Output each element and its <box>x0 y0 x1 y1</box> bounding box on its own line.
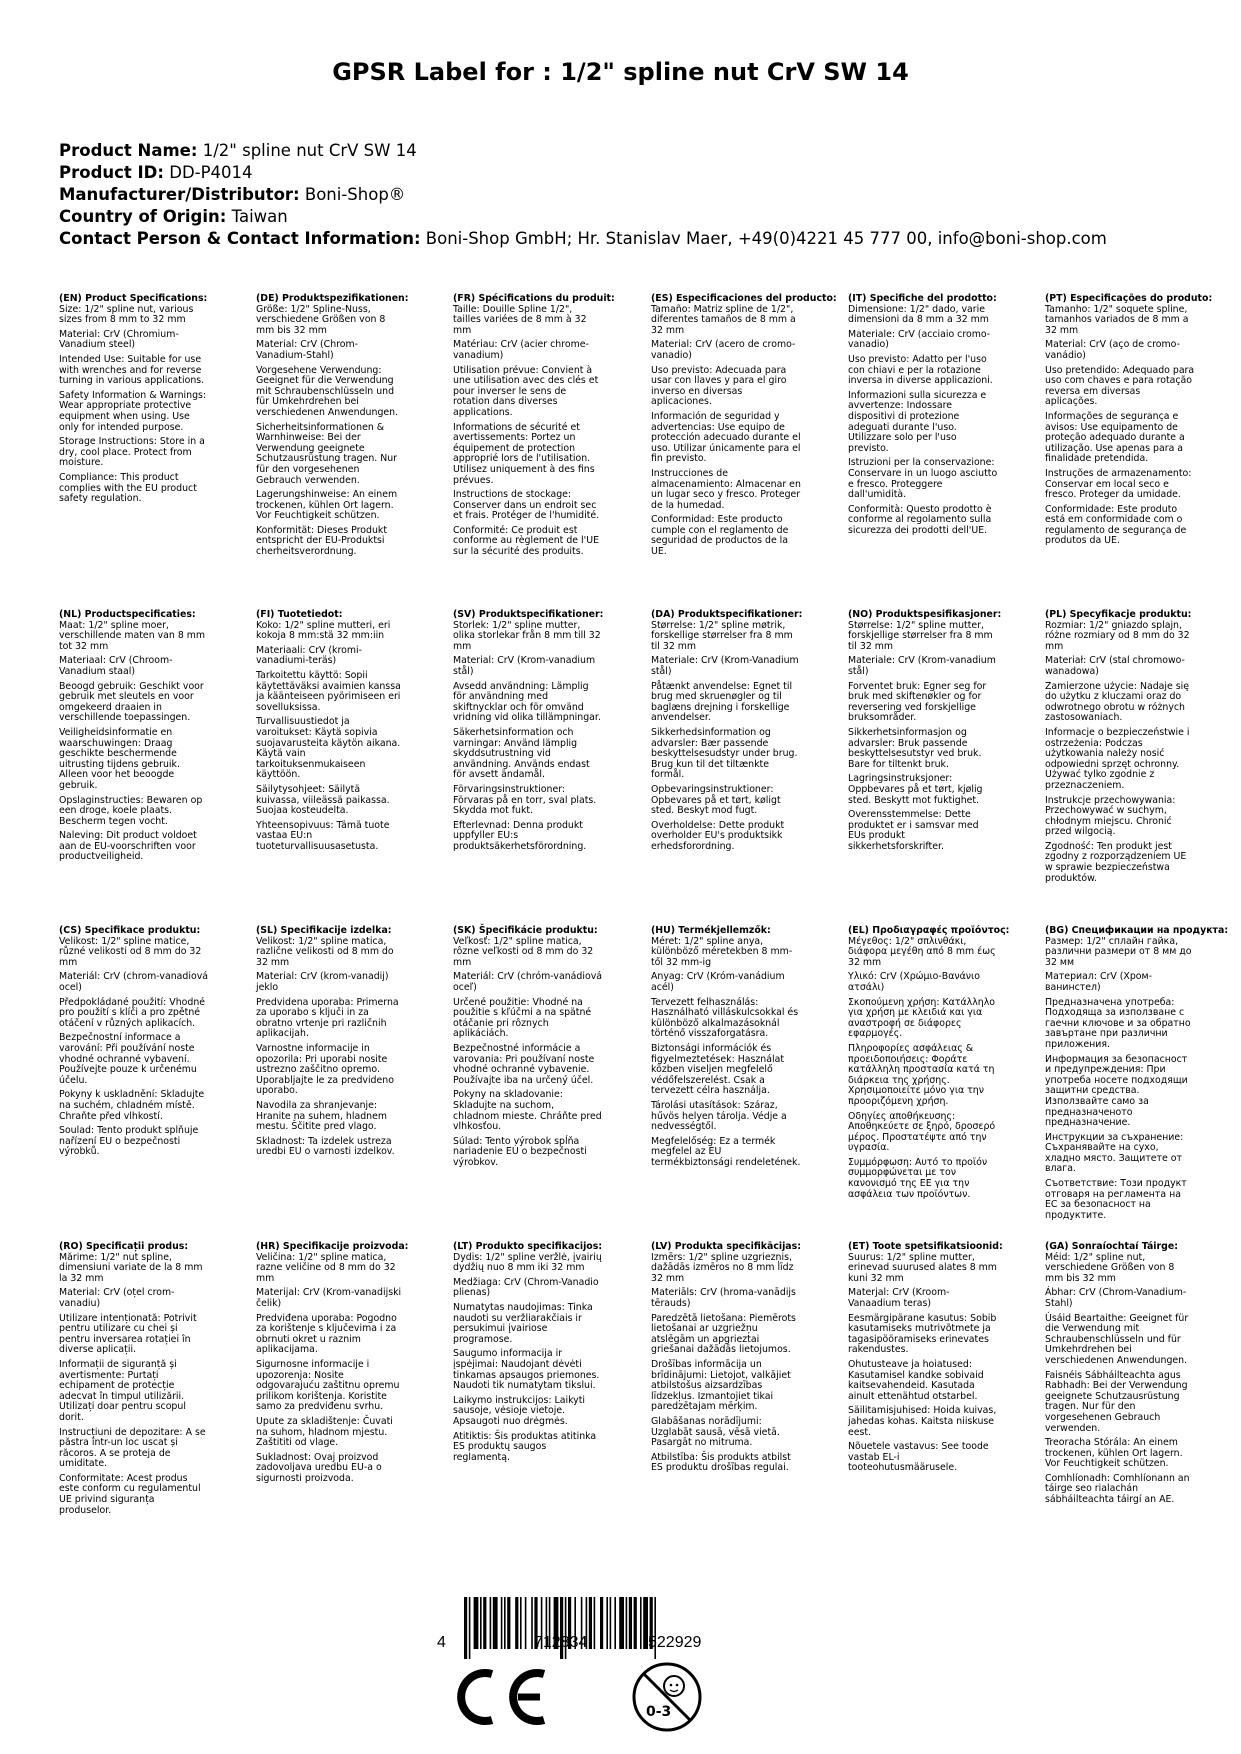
barcode-bar <box>525 1597 527 1649</box>
spec-paragraph: Numatytas naudojimas: Tinka naudoti su veržliarakčiais ir persukimui įvairiose programose. <box>453 1301 593 1345</box>
spec-paragraph: Ábhar: CrV (Chrom-Vanadium-Stahl) <box>1045 1287 1187 1309</box>
info-line <box>59 162 1209 184</box>
spec-heading: (RO) Specificații produs: <box>59 1241 189 1252</box>
spec-paragraph: Размер: 1/2" сплайн гайка, различни размери от 8 мм до 32 мм <box>1045 935 1192 968</box>
product-info <box>59 140 1209 250</box>
spec-paragraph: Størrelse: 1/2" spline mutter, forskjellige størrelser fra 8 mm til 32 mm <box>848 619 993 652</box>
spec-heading: (CS) Specifikace produktu: <box>59 925 201 936</box>
spec-paragraph: Nõuetele vastavus: See toode vastab EL-i tooteohutusmäärusele. <box>848 1441 989 1474</box>
spec-paragraph: Informacje o bezpieczeństwie i ostrzeżenia: Podczas użytkowania należy nosić odpowiedni sprzęt ochronny. Używać tylko zgodnie z przeznaczeniem. <box>1045 726 1190 791</box>
spec-block <box>848 1241 1003 1478</box>
spec-heading: (PL) Specyfikacje produktu: <box>1045 609 1192 620</box>
spec-paragraph: Instruções de armazenamento: Conservar em local seco e fresco. Proteger da umidade. <box>1045 467 1192 501</box>
spec-heading: (EN) Product Specifications: <box>59 293 208 304</box>
spec-block <box>1045 610 1195 888</box>
spec-block <box>1045 293 1213 551</box>
spec-paragraph: Faisnéis Sábháilteachta agus Rabhadh: Bei der Verwendung geeignete Schutzausrüstung tragen. Nur für den vorgesehenen Gebrauch verwenden. <box>1045 1369 1188 1434</box>
barcode-bar <box>474 1597 479 1649</box>
info-label: Product Name: <box>59 141 198 160</box>
spec-paragraph: Taille: Douille Spline 1/2", tailles variées de 8 mm à 32 mm <box>453 303 587 336</box>
spec-paragraph: Size: 1/2" spline nut, various sizes from 8 mm to 32 mm <box>59 303 194 326</box>
spec-paragraph: Инструкции за съхранение: Съхранявайте на сухо, хладно място. Защитете от влага. <box>1045 1131 1184 1175</box>
spec-heading: (BG) Спецификации на продукта: <box>1045 925 1229 936</box>
spec-paragraph: Bezpečnostní informace a varování: Při používání noste vhodné ochranné vybavení. Používejte pouze k určenému účelu. <box>59 1032 197 1086</box>
barcode-bar <box>483 1597 486 1649</box>
spec-block <box>59 610 209 867</box>
spec-paragraph: Material: CrV (Chrom-Vanadium-Stahl) <box>256 339 359 361</box>
spec-paragraph: Glabāšanas norādījumi: Uzglabāt sausā, vēsā vietā. Pasargāt no mitruma. <box>651 1415 780 1449</box>
barcode-bar <box>614 1597 616 1649</box>
spec-paragraph: Predvidena uporaba: Primerna za uporabo s ključi in za obratno vrtenje pri različnih aplikacijah. <box>256 996 399 1040</box>
spec-paragraph: Säilitamisjuhised: Hoida kuivas, jahedas kohas. Kaitsta niiskuse eest. <box>848 1405 997 1438</box>
spec-paragraph: Úsáid Beartaithe: Geeignet für die Verwendung mit Schraubenschlüsseln und für Umkehrdrehen bei verschiedenen Anwendungen. <box>1045 1312 1189 1366</box>
info-label: Contact Person & Contact Information: <box>59 229 421 248</box>
spec-paragraph: Soulad: Tento produkt splňuje nařízení EU o bezpečnosti výrobků. <box>59 1125 199 1158</box>
spec-paragraph: Größe: 1/2" Spline-Nuss, verschiedene Größen von 8 mm bis 32 mm <box>256 303 386 336</box>
spec-paragraph: Megfelelőség: Ez a termék megfelel az EU termékbiztonsági rendeletének. <box>651 1135 801 1168</box>
barcode-bar <box>507 1597 510 1649</box>
spec-paragraph: Sukladnost: Ovaj proizvod zadovoljava uredbu EU-a o sigurnosti proizvoda. <box>256 1451 382 1484</box>
spec-heading: (FR) Spécifications du produit: <box>453 293 615 304</box>
spec-heading: (HU) Termékjellemzők: <box>651 925 771 936</box>
spec-paragraph: Material: CrV (acero de cromo-vanadio) <box>651 339 796 361</box>
spec-paragraph: Påtænkt anvendelse: Egnet til brug med skruenøgler og til baglæns drejning i forskellige anvendelser. <box>651 680 793 724</box>
spec-block <box>848 294 998 540</box>
spec-heading: (HR) Specifikacije proizvoda: <box>256 1241 409 1252</box>
spec-paragraph: Utilisation prévue: Convient à une utilisation avec des clés et pour inverser le sens de rotation dans diverses applications. <box>453 364 599 418</box>
spec-heading: (LV) Produkta specifikācijas: <box>651 1241 801 1252</box>
info-line <box>59 206 1209 228</box>
spec-paragraph: Tárolási utasítások: Száraz, hűvös helyen tárolja. Védje a nedvességtől. <box>651 1099 787 1133</box>
spec-paragraph: Istruzioni per la conservazione: Conservare in un luogo asciutto e fresco. Proteggere dall'umidità. <box>848 457 998 501</box>
spec-paragraph: Konformität: Dieses Produkt entspricht der EU-Produktsi cherheitsverordnung. <box>256 524 388 558</box>
spec-paragraph: Instrucțiuni de depozitare: A se păstra într-un loc uscat și răcoros. A se proteja de umiditate. <box>59 1426 206 1470</box>
spec-block <box>848 609 1002 856</box>
spec-heading: (ES) Especificaciones del producto: <box>651 293 837 304</box>
spec-paragraph: Sicherheitsinformationen & Warnhinweise: Bei der Verwendung geeignete Schutzausrüstung tragen. Nur für den vorgesehenen Gebrauch verwenden. <box>256 421 398 486</box>
barcode-bar <box>594 1597 596 1649</box>
barcode-bar <box>589 1597 592 1649</box>
spec-paragraph: Zamierzone użycie: Nadaje się do użytku z kluczami oraz do odwrotnego obrotu w różnych zastosowaniach. <box>1045 680 1190 724</box>
spec-paragraph: Säkerhetsinformation och varningar: Använd lämplig skyddsutrustning vid användning. Används endast för avsett ändamål. <box>453 726 590 781</box>
spec-paragraph: Matériau: CrV (acier chrome-vanadium) <box>453 339 589 361</box>
spec-block <box>256 1241 409 1488</box>
spec-paragraph: Safety Information & Warnings: Wear appropriate protective equipment when using. Use only for intended purpose. <box>59 389 207 433</box>
spec-paragraph: Forventet bruk: Egner seg for bruk med skiftenøkler og for reversering ved forskjellige bruksområder. <box>848 680 987 724</box>
info-line <box>59 228 1209 250</box>
spec-paragraph: Conformitate: Acest produs este conform cu regulamentul UE privind siguranța produselor. <box>59 1472 201 1516</box>
spec-paragraph: Informazioni sulla sicurezza e avvertenze: Indossare dispositivi di protezione adeguati durante l'uso. Utilizzare solo per l'uso previsto. <box>848 389 987 454</box>
spec-paragraph: Conformidad: Este producto cumple con el reglamento de seguridad de productos de la UE. <box>651 514 789 558</box>
spec-paragraph: Uso previsto: Adecuada para usar con llaves y para el giro inverso en diversas aplicaciones. <box>651 364 787 408</box>
spec-heading: (IT) Specifiche del prodotto: <box>848 293 997 304</box>
spec-paragraph: Materijal: CrV (Krom-vanadijski čelik) <box>256 1287 402 1309</box>
spec-paragraph: Tamanho: 1/2" soquete spline, tamanhos variados de 8 mm a 32 mm <box>1045 303 1189 336</box>
barcode-bar <box>629 1597 632 1649</box>
spec-paragraph: Συμμόρφωση: Αυτό το προϊόν συμμορφώνεται με τον κανονισμό της ΕΕ για την ασφάλεια των προϊόντων. <box>848 1156 988 1200</box>
spec-block <box>453 293 615 562</box>
spec-paragraph: Laikymo instrukcijos: Laikyti sausoje, vėsioje vietoje. Apsaugoti nuo drėgmės. <box>453 1394 586 1427</box>
barcode-bar <box>469 1597 471 1659</box>
spec-paragraph: Οδηγίες αποθήκευσης: Αποθηκεύετε σε ξηρό, δροσερό μέρος. Προστατέψτε από την υγρασία. <box>848 1110 996 1154</box>
barcode-bar <box>520 1597 522 1649</box>
spec-block <box>1045 925 1229 1225</box>
spec-paragraph: Storlek: 1/2" spline mutter, olika storlekar från 8 mm till 32 mm <box>453 619 601 652</box>
spec-paragraph: Instructions de stockage: Conserver dans un endroit sec et frais. Protéger de l'humidité. <box>453 489 600 522</box>
spec-paragraph: Материал: CrV (Хром-ванинстел) <box>1045 971 1152 993</box>
spec-paragraph: Dimensione: 1/2" dado, varie dimensioni da 8 mm a 32 mm <box>848 303 989 326</box>
spec-paragraph: Anyag: CrV (Króm-vanádium acél) <box>651 971 785 993</box>
spec-paragraph: Materiál: CrV (chróm-vanádiová oceľ) <box>453 971 602 993</box>
spec-block <box>256 610 406 856</box>
barcode-bar <box>600 1597 603 1649</box>
spec-heading: (SL) Specifikacije izdelka: <box>256 925 392 936</box>
spec-paragraph: Rozmiar: 1/2" gniazdo splajn, różne rozmiary od 8 mm do 32 mm <box>1045 619 1190 652</box>
spec-paragraph: Veiligheidsinformatie en waarschuwingen: Draag geschikte beschermende uitrusting tijdens gebruik. Alleen voor het beoogde gebruik. <box>59 726 180 791</box>
spec-paragraph: Mărime: 1/2" nut spline, dimensiuni variate de la 8 mm la 32 mm <box>59 1251 203 1284</box>
spec-paragraph: Veľkosť: 1/2" spline matica, rôzne veľkosti od 8 mm do 32 mm <box>453 935 594 968</box>
spec-paragraph: Materiaali: CrV (kromi-vanadiumi-teräs) <box>256 644 362 667</box>
spec-heading: (PT) Especificações do produto: <box>1045 293 1213 304</box>
spec-paragraph: Velikost: 1/2" spline matica, različne velikosti od 8 mm do 32 mm <box>256 935 394 968</box>
info-value: Taiwan <box>231 207 288 226</box>
spec-paragraph: Μέγεθος: 1/2" σπλινθάκι, διάφορα μεγέθη από 8 mm έως 32 mm <box>848 935 996 968</box>
spec-paragraph: Υλικό: CrV (Χρώμιο-Βανάνιο ατσάλι) <box>848 971 980 993</box>
barcode-digits-group1: 712834 <box>534 1634 588 1651</box>
info-value: 1/2" spline nut CrV SW 14 <box>202 141 417 160</box>
spec-paragraph: Comhlíonadh: Comhlíonann an táirge seo rialachán sábháilteachta táirgí an AE. <box>1045 1472 1190 1506</box>
spec-block <box>651 926 801 1172</box>
barcode-bar <box>480 1597 482 1649</box>
spec-paragraph: Utilizare intenționată: Potrivit pentru utilizare cu chei și pentru inversarea rotației în diverse aplicații. <box>59 1312 197 1356</box>
barcode-bar <box>606 1597 608 1649</box>
spec-heading: (SK) Špecifikácie produktu: <box>453 925 598 936</box>
spec-paragraph: Varnostne informacije in opozorila: Pri uporabi nosite ustrezno zaščitno opremo. Uporabljajte le za predvideno uporabo. <box>256 1042 394 1097</box>
spec-heading: (NO) Produktspesifikasjoner: <box>848 609 1002 620</box>
spec-paragraph: Conformidade: Este produto está em conformidade com o regulamento de segurança de produtos da UE. <box>1045 503 1187 547</box>
spec-paragraph: Atbilstība: Šis produkts atbilst ES produktu drošības regulai. <box>651 1451 791 1474</box>
spec-block <box>59 294 209 509</box>
spec-paragraph: Koko: 1/2" spline mutteri, eri kokoja 8 mm:stä 32 mm:iin <box>256 619 391 642</box>
spec-paragraph: Naleving: Dit product voldoet aan de EU-voorschriften voor productveiligheid. <box>59 830 197 863</box>
spec-paragraph: Σκοπούμενη χρήση: Κατάλληλο για χρήση με κλειδιά και για αναστροφή σε διάφορες εφαρμογές. <box>848 996 995 1040</box>
spec-paragraph: Material: CrV (oțel crom-vanadiu) <box>59 1287 175 1309</box>
spec-paragraph: Beoogd gebruik: Geschikt voor gebruik met sleutels en voor omgekeerd draaien in verschillende toepassingen. <box>59 680 204 724</box>
spec-paragraph: Navodila za shranjevanje: Hranite na suhem, hladnem mestu. Ščitite pred vlago. <box>256 1099 387 1133</box>
spec-paragraph: Izmērs: 1/2" spline uzgriezņis, dažādās izmēros no 8 mm līdz 32 mm <box>651 1251 794 1284</box>
spec-paragraph: Lagerungshinweise: An einem trockenen, kühlen Ort lagern. Vor Feuchtigkeit schützen. <box>256 489 398 522</box>
spec-block <box>453 926 603 1172</box>
spec-paragraph: Turvallisuustiedot ja varoitukset: Käytä sopivia suojavarusteita käytön aikana. Käytä vain tarkoituksenmukaiseen käyttöön. <box>256 716 401 781</box>
spec-paragraph: Информация за безопасност и предупреждения: При употреба носете подходящи защитни средства. Използвайте само за предназначеното предназначение. <box>1045 1053 1188 1129</box>
barcode-bar <box>634 1597 637 1649</box>
spec-paragraph: Méid: 1/2" spline nut, verschiedene Größen von 8 mm bis 32 mm <box>1045 1251 1175 1284</box>
spec-block <box>59 1242 209 1520</box>
info-label: Manufacturer/Distributor: <box>59 185 300 204</box>
spec-paragraph: Súlad: Tento výrobok spĺňa nariadenie EÚ o bezpečnosti výrobkov. <box>453 1135 587 1168</box>
barcode-bar <box>531 1597 533 1649</box>
spec-paragraph: Información de seguridad y advertencias: Use equipo de protección adecuado durante el uso. Utilizar únicamente para el fin previsto. <box>651 410 801 465</box>
spec-paragraph: Conformità: Questo prodotto è conforme al regolamento sulla sicurezza dei prodotti dell'UE. <box>848 503 992 536</box>
barcode-bar <box>619 1597 624 1649</box>
spec-paragraph: Compliance: This product complies with the EU product safety regulation. <box>59 471 197 505</box>
not-for-children-0-3-icon <box>630 1660 704 1738</box>
spec-paragraph: Dydis: 1/2" spline veržlė, įvairių dydžių nuo 8 mm iki 32 mm <box>453 1251 602 1274</box>
info-line <box>59 184 1209 206</box>
spec-paragraph: Säilytysohjeet: Säilytä kuivassa, viileässä paikassa. Suojaa kosteudelta. <box>256 783 390 817</box>
barcode-bar <box>464 1597 467 1659</box>
spec-paragraph: Pokyny k uskladnění: Skladujte na suchém, chladném místě. Chraňte před vlhkostí. <box>59 1089 205 1122</box>
spec-block <box>453 1242 603 1467</box>
spec-block <box>651 1242 801 1478</box>
spec-paragraph: Suurus: 1/2" spline mutter, erinevad suurused alates 8 mm kuni 32 mm <box>848 1251 997 1284</box>
spec-block <box>256 926 406 1162</box>
spec-paragraph: Materiale: CrV (Krom-vanadium stål) <box>848 655 996 677</box>
spec-heading: (DE) Produktspezifikationen: <box>256 293 409 304</box>
spec-paragraph: Overensstemmelse: Dette produktet er i samsvar med EUs produkt sikkerhetsforskrifter. <box>848 809 979 852</box>
spec-paragraph: Ohutusteave ja hoiatused: Kasutamisel kandke sobivaid kaitsevahendeid. Kasutada ainult ettenähtud otstarbel. <box>848 1358 984 1402</box>
spec-paragraph: Medžiaga: CrV (Chrom-Vanadio plienas) <box>453 1276 599 1299</box>
spec-paragraph: Storage Instructions: Store in a dry, cool place. Protect from moisture. <box>59 436 205 469</box>
spec-paragraph: Opslaginstructies: Bewaren op een droge, koele plaats. Bescherm tegen vocht. <box>59 794 203 827</box>
spec-paragraph: Treoracha Stórála: An einem trockenen, kühlen Ort lagern. Vor Feuchtigkeit schützen. <box>1045 1437 1183 1470</box>
spec-block <box>256 293 409 562</box>
spec-paragraph: Materiał: CrV (stal chromowo-wanadowa) <box>1045 655 1185 677</box>
barcode-bar <box>626 1597 628 1649</box>
barcode-bar <box>504 1597 506 1649</box>
spec-paragraph: Overholdelse: Dette produkt overholder EU's produktsikk erhedsforordning. <box>651 819 785 852</box>
spec-paragraph: Instrukcje przechowywania: Przechowywać w suchym, chłodnym miejscu. Chronić przed wilgocią. <box>1045 794 1176 838</box>
spec-paragraph: Πληροφορίες ασφάλειας & προειδοποιήσεις: Φοράτε κατάλληλη προστασία κατά τη διάρκεια της χρήσης. Χρησιμοποιείτε μόνο για την προοριζόμενη χρήση. <box>848 1042 995 1107</box>
info-label: Country of Origin: <box>59 207 227 226</box>
spec-paragraph: Maat: 1/2" spline moer, verschillende maten van 8 mm tot 32 mm <box>59 619 206 652</box>
spec-paragraph: Velikost: 1/2" spline matice, různé velikosti od 8 mm do 32 mm <box>59 935 202 968</box>
barcode-digit-first: 4 <box>437 1634 446 1651</box>
spec-paragraph: Materiaal: CrV (Chroom-Vanadium staal) <box>59 655 173 677</box>
spec-paragraph: Förvaringsinstruktioner: Förvaras på en torr, sval plats. Skydda mot fukt. <box>453 783 597 817</box>
spec-paragraph: Uso pretendido: Adequado para uso com chaves e para rotação reversa em diversas aplicações. <box>1045 364 1195 408</box>
spec-paragraph: Sikkerhetsinformasjon og advarsler: Bruk passende beskyttelsesutstyr ved bruk. Bare for tiltenkt bruk. <box>848 726 982 770</box>
spec-block <box>59 926 209 1162</box>
spec-block <box>651 610 801 856</box>
spec-heading: (EL) Προδιαγραφές προϊόντος: <box>848 925 1010 936</box>
spec-paragraph: Efterlevnad: Denna produkt uppfyller EU:s produktsäkerhetsförordning. <box>453 819 587 852</box>
spec-paragraph: Tervezett felhasználás: Használható villáskulcsokkal és különböző alkalmazásoknál történő visszaforgatásra. <box>651 996 799 1040</box>
spec-paragraph: Material: CrV (Krom-vanadium stål) <box>453 655 596 677</box>
page-title: GPSR Label for : 1/2" spline nut CrV SW 14 <box>332 58 909 86</box>
spec-paragraph: Paredzētā lietošana: Piemērots lietošanai ar uzgriežņu atslēgām un apgrieztai griešanai dažādās lietojumos. <box>651 1312 796 1356</box>
ce-mark-icon <box>452 1668 550 1730</box>
spec-paragraph: Eesmärgipärane kasutus: Sobib kasutamiseks mutrivõtmete ja tagasipööramiseks erinevates rakendustes. <box>848 1312 997 1356</box>
info-value: Boni-Shop GmbH; Hr. Stanislav Maer, +49(0)4221 45 777 00, info@boni-shop.com <box>425 229 1107 248</box>
age-range-label: 0-3 <box>646 1704 672 1720</box>
spec-paragraph: Opbevaringsinstruktioner: Opbevares på et tørt, køligt sted. Beskyt mod fugt. <box>651 783 781 817</box>
spec-paragraph: Zgodność: Ten produkt jest zgodny z rozporządzeniem UE w sprawie bezpieczeństwa produktów. <box>1045 840 1187 884</box>
spec-paragraph: Drošības informācija un brīdinājumi: Lietojot, valkājiet atbilstošus aizsardzības līdzekļus. Izmantojiet tikai paredzētajam mērķim. <box>651 1358 791 1413</box>
spec-paragraph: Avsedd användning: Lämplig för användning med skiftnycklar och för omvänd vridning vid olika tillämpningar. <box>453 680 601 724</box>
spec-paragraph: Sikkerhedsinformation og advarsler: Bær passende beskyttelsesudstyr under brug. Brug kun til det tiltænkte formål. <box>651 726 798 781</box>
spec-paragraph: Predviđena uporaba: Pogodno za korištenje s ključevima i za obrnuti okret u raznim aplikacijama. <box>256 1312 397 1356</box>
spec-block <box>453 610 603 856</box>
spec-paragraph: Materiale: CrV (Krom-Vanadium stål) <box>651 655 799 677</box>
spec-paragraph: Material: CrV (aço de cromo-vanádio) <box>1045 339 1180 361</box>
spec-paragraph: Bezpečnostné informácie a varovania: Pri používaní noste vhodné ochranné vybavenie. Používajte iba na určený účel. <box>453 1042 595 1086</box>
spec-paragraph: Předpokládané použití: Vhodné pro použití s klíči a pro zpětné otáčení v různých aplikacích. <box>59 996 206 1029</box>
barcode-bar <box>493 1597 498 1649</box>
spec-paragraph: Skladnost: Ta izdelek ustreza uredbi EU o varnosti izdelkov. <box>256 1135 395 1158</box>
info-value: DD-P4014 <box>169 163 253 182</box>
spec-paragraph: Atitiktis: Šis produktas atitinka ES produktų saugos reglamentą. <box>453 1430 597 1463</box>
spec-block <box>651 293 837 562</box>
spec-heading: (DA) Produktspecifikationer: <box>651 609 803 620</box>
spec-block <box>848 925 1010 1204</box>
barcode-bar <box>501 1597 503 1649</box>
spec-paragraph: Предназначена употреба: Подходяща за използване с гаечни ключове и за обратно завъртане при различни приложения. <box>1045 996 1191 1050</box>
spec-paragraph: Biztonsági információk és figyelmeztetések: Használat közben viseljen megfelelő védőfelszerelést. Csak a tervezett célra használja. <box>651 1042 785 1097</box>
spec-paragraph: Yhteensopivuus: Tämä tuote vastaa EU:n tuoteturvallisuusasetusta. <box>256 819 390 852</box>
spec-paragraph: Informations de sécurité et avertissements: Portez un équipement de protection approprié lors de l'utilisation. Utilisez uniquement à des fins prévues. <box>453 421 595 486</box>
spec-paragraph: Materiál: CrV (chrom-vanadiová ocel) <box>59 971 208 993</box>
spec-paragraph: Veličina: 1/2" spline matica, razne veličine od 8 mm do 32 mm <box>256 1251 396 1284</box>
spec-paragraph: Съответствие: Този продукт отговаря на регламента на ЕС за безопасност на продуктите. <box>1045 1178 1187 1221</box>
spec-block <box>1045 1242 1195 1510</box>
info-label: Product ID: <box>59 163 164 182</box>
spec-paragraph: Vorgesehene Verwendung: Geeignet für die Verwendung mit Schraubenschlüsseln und für Umkehrdrehen bei verschiedenen Anwendungen. <box>256 364 399 418</box>
spec-paragraph: Materjal: CrV (Kroom-Vanaadium teras) <box>848 1287 950 1309</box>
spec-paragraph: Instrucciones de almacenamiento: Almacenar en un lugar seco y fresco. Proteger de la humedad. <box>651 467 801 511</box>
spec-paragraph: Informații de siguranță și avertismente: Purtați echipament de protecție adecvat în timpul utilizării. Utilizați doar pentru scopul dorit. <box>59 1358 186 1423</box>
spec-paragraph: Materiale: CrV (acciaio cromo-vanadio) <box>848 328 991 351</box>
spec-heading: (SV) Produktspecifikationer: <box>453 609 604 620</box>
barcode-bar <box>610 1597 612 1649</box>
barcode-bar <box>640 1597 642 1649</box>
spec-heading: (LT) Produkto specifikacijos: <box>453 1241 603 1252</box>
spec-paragraph: Material: CrV (Chromium-Vanadium steel) <box>59 328 179 351</box>
spec-paragraph: Lagringsinstruksjoner: Oppbevares på et tørt, kjølig sted. Beskytt mot fuktighet. <box>848 773 983 806</box>
spec-heading: (ET) Toote spetsifikatsioonid: <box>848 1241 1003 1252</box>
spec-paragraph: Sigurnosne informacije i upozorenja: Nosite odgovarajuću zaštitnu opremu prilikom korištenja. Koristite samo za predviđenu svrhu. <box>256 1358 400 1413</box>
spec-paragraph: Upute za skladištenje: Čuvati na suhom, hladnom mjestu. Zaštititi od vlage. <box>256 1415 393 1449</box>
spec-paragraph: Conformité: Ce produit est conforme au règlement de l'UE sur la sécurité des produits. <box>453 524 600 558</box>
spec-heading: (GA) Sonraíochtaí Táirge: <box>1045 1241 1178 1252</box>
barcode-digits-group2: 522929 <box>648 1634 702 1651</box>
barcode-bar <box>515 1597 518 1649</box>
spec-paragraph: Saugumo informacija ir įspėjimai: Naudojant dėvėti tinkamas apsaugos priemones. Naudoti tik numatytam tikslui. <box>453 1348 600 1392</box>
spec-paragraph: Størrelse: 1/2" spline møtrik, forskellige størrelser fra 8 mm til 32 mm <box>651 619 793 652</box>
spec-paragraph: Informações de segurança e avisos: Use equipamento de proteção adequado durante a utilização. Use apenas para a finalidade pretendida. <box>1045 410 1185 465</box>
info-value: Boni-Shop® <box>304 185 406 204</box>
spec-paragraph: Určené použitie: Vhodné na použitie s kľúčmi a na spätné otáčanie pri rôznych aplikáciách. <box>453 996 592 1040</box>
info-line <box>59 140 1209 162</box>
spec-paragraph: Méret: 1/2" spline anya, különböző méretekben 8 mm-től 32 mm-ig <box>651 935 793 968</box>
spec-paragraph: Pokyny na skladovanie: Skladujte na suchom, chladnom mieste. Chráňte pred vlhkosťou. <box>453 1089 602 1133</box>
spec-paragraph: Material: CrV (krom-vanadij) jeklo <box>256 971 389 993</box>
spec-paragraph: Intended Use: Suitable for use with wrenches and for reverse turning in various applications. <box>59 353 205 387</box>
barcode-bar <box>490 1597 492 1649</box>
spec-paragraph: Materiāls: CrV (hroma-vanādijs tērauds) <box>651 1287 796 1309</box>
spec-paragraph: Tamaño: Matriz spline de 1/2", diferentes tamaños de 8 mm a 32 mm <box>651 303 796 336</box>
spec-paragraph: Tarkoitettu käyttö: Sopii käytettäväksi avaimien kanssa ja käänteiseen pyörimiseen eri sovelluksissa. <box>256 669 401 713</box>
spec-paragraph: Uso previsto: Adatto per l'uso con chiavi e per la rotazione inversa in diverse applicazioni. <box>848 353 993 387</box>
spec-heading: (FI) Tuotetiedot: <box>256 609 343 620</box>
spec-heading: (NL) Productspecificaties: <box>59 609 196 620</box>
